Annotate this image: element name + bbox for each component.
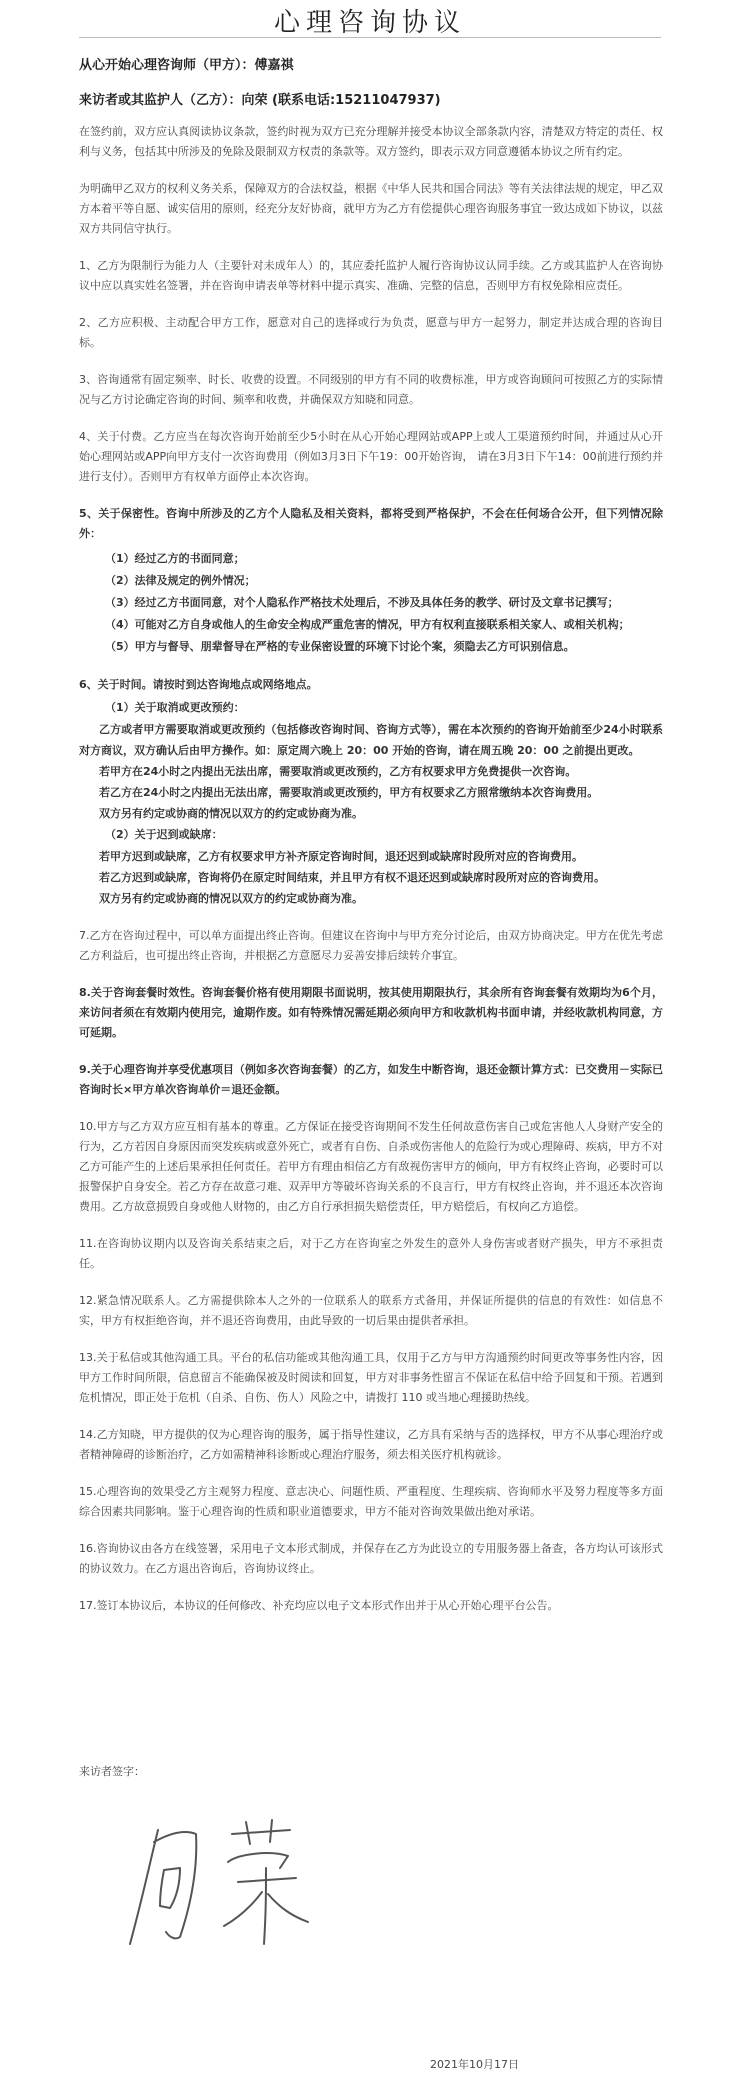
clause-14: 14.乙方知晓，甲方提供的仅为心理咨询的服务，属于指导性建议，乙方具有采纳与否的选择权，甲方不从事心理治疗或者精神障碍的诊断治疗，乙方如需精神科诊断或心理治疗服务，须去相关医疗机构就诊。 xyxy=(79,1428,663,1461)
signature-label: 来访者签字： xyxy=(79,1765,145,1778)
clause-5-item-5: （5）甲方与督导、朋辈督导在严格的专业保密设置的环境下讨论个案，须隐去乙方可识别信息。 xyxy=(105,640,575,653)
clause-8: 8.关于咨询套餐时效性。咨询套餐价格有使用期限书面说明，按其使用期限执行，其余所有咨询套餐有效期均为6个月，来访问者须在有效期内使用完，逾期作废。如有特殊情况需延期必须向甲方和收款机构书面申请，并经收款机构同意，方可延期。 xyxy=(79,986,663,1039)
clause-1: 1、乙方为限制行为能力人（主要针对未成年人）的，其应委托监护人履行咨询协议认同手续。乙方或其监护人在咨询协议中应以真实姓名签署，并在咨询申请表单等材料中提示真实、准确、完整的信息，否则甲方有权免除相应责任。 xyxy=(79,259,663,292)
clause-15: 15.心理咨询的效果受乙方主观努力程度、意志决心、问题性质、严重程度、生理疾病、咨询师水平及努力程度等多方面综合因素共同影响。鉴于心理咨询的性质和职业道德要求，甲方不能对咨询效果做出绝对承诺。 xyxy=(79,1485,663,1518)
document-title: 心理咨询协议 xyxy=(273,8,466,38)
clause-9: 9.关于心理咨询并享受优惠项目（例如多次咨询套餐）的乙方，如发生中断咨询，退还金额计算方式：已交费用－实际已咨询时长×甲方单次咨询单价＝退还金额。 xyxy=(79,1063,663,1096)
intro-paragraph-1: 在签约前，双方应认真阅读协议条款，签约时视为双方已充分理解并接受本协议全部条款内容，清楚双方特定的责任、权利与义务，包括其中所涉及的免除及限制双方权责的条款等。双方签约，即表示双方同意遵循本协议之所有约定。 xyxy=(79,125,663,158)
clause-6-sub1-line-2: 若甲方在24小时之内提出无法出席，需要取消或更改预约，乙方有权要求甲方免费提供一次咨询。 xyxy=(99,765,577,778)
clause-6 xyxy=(79,675,663,909)
clause-12: 12.紧急情况联系人。乙方需提供除本人之外的一位联系人的联系方式备用，并保证所提供的信息的有效性：如信息不实，甲方有权拒绝咨询，并不退还咨询费用，由此导致的一切后果由提供者承担。 xyxy=(79,1294,663,1327)
clause-6-sub2-line-3: 双方另有约定或协商的情况以双方的约定或协商为准。 xyxy=(99,892,363,905)
clause-7: 7.乙方在咨询过程中，可以单方面提出终止咨询。但建议在咨询中与甲方充分讨论后，由双方协商决定。甲方在优先考虑乙方利益后，也可提出终止咨询，并根据乙方意愿尽力妥善安排后续转介事宜。 xyxy=(79,929,663,962)
intro-paragraph-2: 为明确甲乙双方的权利义务关系，保障双方的合法权益，根据《中华人民共和国合同法》等有关法律法规的规定，甲乙双方本着平等自愿、诚实信用的原则，经充分友好协商，就甲方为乙方有偿提供心理咨询服务事宜一致达成如下协议，以兹双方共同信守执行。 xyxy=(79,182,663,235)
clause-11: 11.在咨询协议期内以及咨询关系结束之后，对于乙方在咨询室之外发生的意外人身伤害或者财产损失，甲方不承担责任。 xyxy=(79,1237,663,1270)
title-divider xyxy=(79,37,661,38)
clause-6-sub2-line-1: 若甲方迟到或缺席，乙方有权要求甲方补齐原定咨询时间，退还迟到或缺席时段所对应的咨询费用。 xyxy=(99,850,583,863)
clause-5-item-2: （2）法律及规定的例外情况； xyxy=(105,574,256,587)
clause-4: 4、关于付费。乙方应当在每次咨询开始前至少5小时在从心开始心理网站或APP上或人工渠道预约时间，并通过从心开始心理网站或APP向甲方支付一次咨询费用（例如3月3日下午19：00开始咨询， 请在3月3日下午14：00前进行预约并进行支付）。否则甲方有权单方面停止本次咨询。 xyxy=(79,430,663,483)
clause-5-item-1: （1）经过乙方的书面同意； xyxy=(105,552,245,565)
clause-17: 17.签订本协议后，本协议的任何修改、补充均应以电子文本形式作出并于从心开始心理平台公告。 xyxy=(79,1599,559,1612)
clause-6-sub1-line-1: 乙方或者甲方需要取消或更改预约（包括修改咨询时间、咨询方式等），需在本次预约的咨询开始前至少24小时联系对方商议，双方确认后由甲方操作。如：原定周六晚上 20：00 开始的咨询，请在周五晚 20：00 之前提出更改。 xyxy=(79,723,663,757)
clause-10: 10.甲方与乙方双方应互相有基本的尊重。乙方保证在接受咨询期间不发生任何故意伤害自己或危害他人人身财产安全的行为，乙方若因自身原因而突发疾病或意外死亡，或者有自伤、自杀或伤害他人的危险行为或心理障碍、疾病，甲方不对乙方可能产生的上述后果承担任何责任。若甲方有理由相信乙方有敌视伤害甲方的倾向，甲方有权终止咨询，必要时可以报警保护自身安全。若乙方存在故意刁难、双弄甲方等破坏咨询关系的不良言行，甲方有权终止咨询，并不退还本次咨询费用。乙方故意损毁自身或他人财物的，由乙方自行承担损失赔偿责任，甲方赔偿后，有权向乙方追偿。 xyxy=(79,1120,663,1213)
party-a-line: 从心开始心理咨询师（甲方）：傅嘉祺 xyxy=(79,58,294,73)
clause-6-sub1-line-4: 双方另有约定或协商的情况以双方的约定或协商为准。 xyxy=(99,807,363,820)
clause-5-head: 5、关于保密性。咨询中所涉及的乙方个人隐私及相关资料，都将受到严格保护，不会在任何场合公开，但下列情况除外： xyxy=(79,507,663,540)
agreement-body xyxy=(79,122,663,1633)
clause-6-sub2-title: （2）关于迟到或缺席： xyxy=(105,828,223,841)
handwritten-signature xyxy=(120,1812,340,1952)
party-b-line: 来访者或其监护人（乙方）：向荣 (联系电话:15211047937) xyxy=(79,93,441,108)
clause-6-sub1-title: （1）关于取消或更改预约： xyxy=(105,701,245,714)
clause-5 xyxy=(79,504,663,658)
clause-3: 3、咨询通常有固定频率、时长、收费的设置。不同级别的甲方有不同的收费标准，甲方或咨询顾问可按照乙方的实际情况与乙方讨论确定咨询的时间、频率和收费，并确保双方知晓和同意。 xyxy=(79,373,663,406)
clause-5-item-3: （3）经过乙方书面同意，对个人隐私作严格技术处理后，不涉及具体任务的教学、研讨及文章书记撰写； xyxy=(105,596,619,609)
clause-6-sub1-line-3: 若乙方在24小时之内提出无法出席，需要取消或更改预约，甲方有权要求乙方照常缴纳本次咨询费用。 xyxy=(99,786,599,799)
signing-date: 2021年10月17日 xyxy=(430,2058,519,2071)
clause-5-item-4: （4）可能对乙方自身或他人的生命安全构成严重危害的情况，甲方有权利直接联系相关家人、或相关机构； xyxy=(105,618,630,631)
clause-16: 16.咨询协议由各方在线签署，采用电子文本形式制成，并保存在乙方为此设立的专用服务器上备查，各方均认可该形式的协议效力。在乙方退出咨询后，咨询协议终止。 xyxy=(79,1542,663,1575)
clause-2: 2、乙方应积极、主动配合甲方工作，愿意对自己的选择或行为负责，愿意与甲方一起努力，制定并达成合理的咨询目标。 xyxy=(79,316,663,349)
clause-13: 13.关于私信或其他沟通工具。平台的私信功能或其他沟通工具，仅用于乙方与甲方沟通预约时间更改等事务性内容，因甲方工作时间所限，信息留言不能确保被及时阅读和回复，甲方对非事务性留言不保证在私信中给予回复和干预。若遇到危机情况，即正处于危机（自杀、自伤、伤人）风险之中，请拨打 110 或当地心理援助热线。 xyxy=(79,1351,663,1404)
clause-6-head: 6、关于时间。请按时到达咨询地点或网络地点。 xyxy=(79,678,318,691)
clause-6-sub2-line-2: 若乙方迟到或缺席，咨询将仍在原定时间结束，并且甲方有权不退还迟到或缺席时段所对应的咨询费用。 xyxy=(99,871,605,884)
